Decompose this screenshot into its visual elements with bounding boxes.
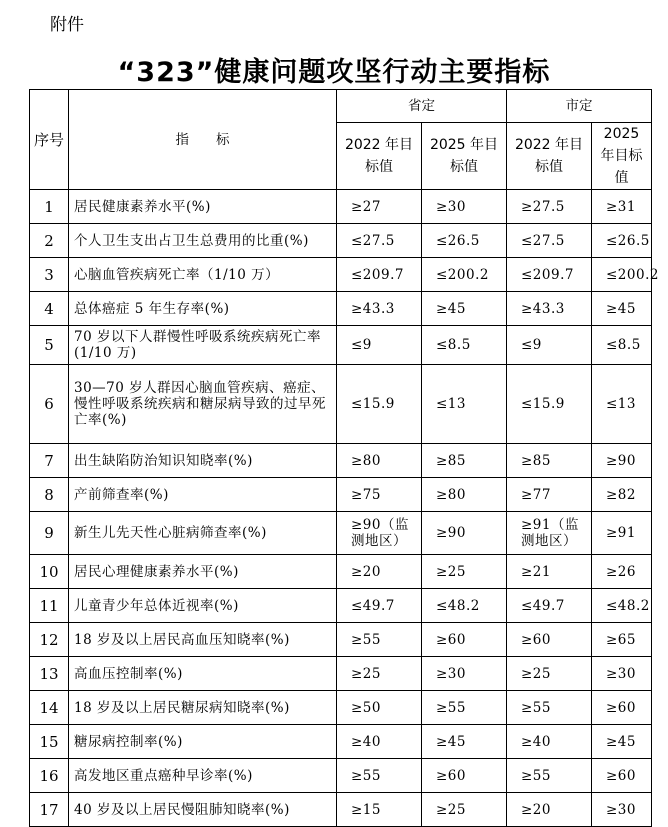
city-2025-target: ≥30 <box>592 657 652 691</box>
header-no: 序号 <box>30 90 69 190</box>
city-2022-target: ≥27.5 <box>507 190 592 224</box>
indicator-name: 儿童青少年总体近视率(%) <box>69 589 337 623</box>
header-province-2022: 2022 年目标值 <box>337 123 422 190</box>
indicators-table <box>29 89 659 827</box>
table-row <box>30 759 652 793</box>
city-2025-target: ≥45 <box>592 725 652 759</box>
city-2022-target: ≤209.7 <box>507 258 592 292</box>
indicator-name: 心脑血管疾病死亡率（1/10 万） <box>69 258 337 292</box>
province-2022-target: ≥43.3 <box>337 292 422 326</box>
city-2025-target: ≤8.5 <box>592 326 652 365</box>
row-number: 4 <box>30 292 69 326</box>
indicator-name: 高发地区重点癌种早诊率(%) <box>69 759 337 793</box>
indicator-name: 居民健康素养水平(%) <box>69 190 337 224</box>
indicator-name: 居民心理健康素养水平(%) <box>69 555 337 589</box>
indicator-name: 糖尿病控制率(%) <box>69 725 337 759</box>
city-2022-target: ≥85 <box>507 444 592 478</box>
province-2025-target: ≥60 <box>422 759 507 793</box>
header-city-2025: 2025 年目标值 <box>592 123 652 190</box>
province-2025-target: ≤200.2 <box>422 258 507 292</box>
city-2025-target: ≥65 <box>592 623 652 657</box>
row-number: 9 <box>30 512 69 555</box>
city-2022-target: ≥21 <box>507 555 592 589</box>
province-2025-target: ≥45 <box>422 292 507 326</box>
province-2022-target: ≤9 <box>337 326 422 365</box>
attachment-label: 附件 <box>50 15 84 35</box>
city-2025-target: ≤48.2 <box>592 589 652 623</box>
city-2022-target: ≤9 <box>507 326 592 365</box>
row-number: 6 <box>30 365 69 444</box>
header-province: 省定 <box>337 90 507 123</box>
province-2025-target: ≥80 <box>422 478 507 512</box>
indicator-name: 18 岁及以上居民高血压知晓率(%) <box>69 623 337 657</box>
indicator-name: 18 岁及以上居民糖尿病知晓率(%) <box>69 691 337 725</box>
city-2025-target: ≥30 <box>592 793 652 827</box>
province-2022-target: ≤49.7 <box>337 589 422 623</box>
table-row <box>30 365 652 444</box>
row-number: 13 <box>30 657 69 691</box>
city-2022-target: ≥91（监测地区） <box>507 512 592 555</box>
table-row <box>30 623 652 657</box>
province-2022-target: ≥27 <box>337 190 422 224</box>
province-2022-target: ≥20 <box>337 555 422 589</box>
table-row <box>30 589 652 623</box>
row-number: 11 <box>30 589 69 623</box>
indicator-name: 出生缺陷防治知识知晓率(%) <box>69 444 337 478</box>
header-province-2025: 2025 年目标值 <box>422 123 507 190</box>
province-2025-target: ≤13 <box>422 365 507 444</box>
indicator-name: 30—70 岁人群因心脑血管疾病、癌症、慢性呼吸系统疾病和糖尿病导致的过早死亡率(%) <box>69 365 337 444</box>
city-2025-target: ≥26 <box>592 555 652 589</box>
province-2022-target: ≤27.5 <box>337 224 422 258</box>
province-2022-target: ≥50 <box>337 691 422 725</box>
province-2025-target: ≥60 <box>422 623 507 657</box>
province-2022-target: ≥55 <box>337 623 422 657</box>
province-2025-target: ≥25 <box>422 793 507 827</box>
province-2025-target: ≤26.5 <box>422 224 507 258</box>
row-number: 10 <box>30 555 69 589</box>
header-indicator: 指 标 <box>69 90 337 190</box>
city-2025-target: ≥31 <box>592 190 652 224</box>
table-row <box>30 725 652 759</box>
city-2022-target: ≥43.3 <box>507 292 592 326</box>
table-row <box>30 444 652 478</box>
row-number: 8 <box>30 478 69 512</box>
row-number: 16 <box>30 759 69 793</box>
province-2025-target: ≥25 <box>422 555 507 589</box>
indicator-name: 总体癌症 5 年生存率(%) <box>69 292 337 326</box>
table-row <box>30 326 652 365</box>
row-number: 7 <box>30 444 69 478</box>
table-row <box>30 657 652 691</box>
province-2022-target: ≥90（监测地区） <box>337 512 422 555</box>
row-number: 17 <box>30 793 69 827</box>
indicator-name: 高血压控制率(%) <box>69 657 337 691</box>
table-row <box>30 478 652 512</box>
indicator-name: 70 岁以下人群慢性呼吸系统疾病死亡率(1/10 万) <box>69 326 337 365</box>
indicator-name: 产前筛查率(%) <box>69 478 337 512</box>
row-number: 2 <box>30 224 69 258</box>
city-2025-target: ≥90 <box>592 444 652 478</box>
page-title: “323”健康问题攻坚行动主要指标 <box>117 57 551 88</box>
table-row <box>30 190 652 224</box>
city-2025-target: ≥60 <box>592 691 652 725</box>
province-2025-target: ≥45 <box>422 725 507 759</box>
row-number: 12 <box>30 623 69 657</box>
city-2025-target: ≥91 <box>592 512 652 555</box>
province-2022-target: ≥75 <box>337 478 422 512</box>
table-row <box>30 224 652 258</box>
row-number: 1 <box>30 190 69 224</box>
table-row <box>30 292 652 326</box>
province-2022-target: ≤209.7 <box>337 258 422 292</box>
province-2025-target: ≥55 <box>422 691 507 725</box>
province-2022-target: ≥40 <box>337 725 422 759</box>
indicator-name: 40 岁及以上居民慢阻肺知晓率(%) <box>69 793 337 827</box>
province-2025-target: ≤8.5 <box>422 326 507 365</box>
province-2022-target: ≥55 <box>337 759 422 793</box>
city-2022-target: ≥25 <box>507 657 592 691</box>
province-2022-target: ≥15 <box>337 793 422 827</box>
city-2025-target: ≥45 <box>592 292 652 326</box>
city-2025-target: ≤200.2 <box>592 258 652 292</box>
province-2025-target: ≥30 <box>422 190 507 224</box>
city-2025-target: ≤26.5 <box>592 224 652 258</box>
city-2022-target: ≤15.9 <box>507 365 592 444</box>
province-2025-target: ≥90 <box>422 512 507 555</box>
city-2025-target: ≥60 <box>592 759 652 793</box>
province-2022-target: ≥80 <box>337 444 422 478</box>
city-2022-target: ≤49.7 <box>507 589 592 623</box>
row-number: 14 <box>30 691 69 725</box>
city-2022-target: ≥77 <box>507 478 592 512</box>
city-2022-target: ≥55 <box>507 691 592 725</box>
table-row <box>30 691 652 725</box>
city-2025-target: ≤13 <box>592 365 652 444</box>
city-2022-target: ≥60 <box>507 623 592 657</box>
table-row <box>30 258 652 292</box>
province-2025-target: ≥85 <box>422 444 507 478</box>
city-2022-target: ≥55 <box>507 759 592 793</box>
province-2022-target: ≤15.9 <box>337 365 422 444</box>
table-row <box>30 555 652 589</box>
indicator-name: 个人卫生支出占卫生总费用的比重(%) <box>69 224 337 258</box>
row-number: 3 <box>30 258 69 292</box>
city-2022-target: ≥20 <box>507 793 592 827</box>
header-city: 市定 <box>507 90 652 123</box>
row-number: 5 <box>30 326 69 365</box>
indicator-name: 新生儿先天性心脏病筛查率(%) <box>69 512 337 555</box>
city-2022-target: ≤27.5 <box>507 224 592 258</box>
city-2025-target: ≥82 <box>592 478 652 512</box>
city-2022-target: ≥40 <box>507 725 592 759</box>
province-2022-target: ≥25 <box>337 657 422 691</box>
province-2025-target: ≥30 <box>422 657 507 691</box>
row-number: 15 <box>30 725 69 759</box>
header-city-2022: 2022 年目标值 <box>507 123 592 190</box>
table-row <box>30 512 652 555</box>
province-2025-target: ≤48.2 <box>422 589 507 623</box>
